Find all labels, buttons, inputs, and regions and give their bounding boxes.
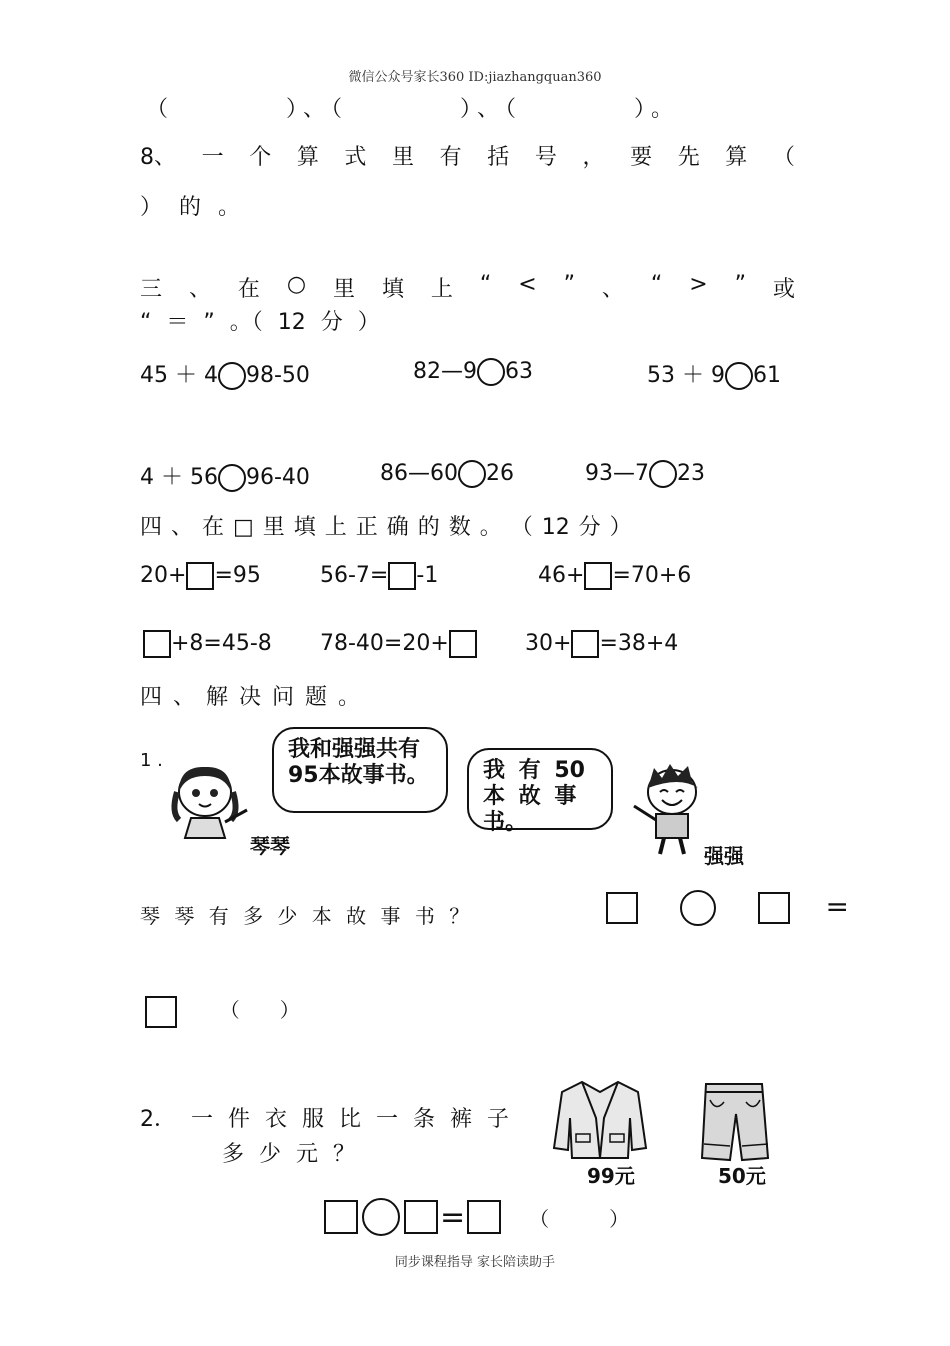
- page-header: 微信公众号家长360 ID:jiazhangquan360: [348, 70, 602, 85]
- glyph: 个: [249, 145, 272, 170]
- glyph: 算: [296, 145, 319, 170]
- answer-box[interactable]: [758, 892, 790, 924]
- problem1-number: 1 .: [140, 750, 163, 771]
- glyph: 或: [772, 277, 795, 302]
- glyph: 8、: [140, 145, 176, 170]
- glyph: 式: [344, 145, 367, 170]
- fill-item: 46+ =70+6: [538, 563, 692, 588]
- compare-item: 93—7 23: [585, 461, 705, 486]
- fill-item: 56-7= -1: [320, 563, 439, 588]
- fill-item: +8=45-8: [143, 630, 272, 658]
- glyph: “: [650, 272, 663, 297]
- glyph: ○: [286, 272, 307, 297]
- girl-speech-bubble: 我和强强共有95本故事书。: [272, 727, 448, 813]
- q7-blanks: （ ）、（ ）、（ ）。: [146, 97, 680, 122]
- shorts-illustration: [696, 1078, 776, 1164]
- fill-box[interactable]: [388, 562, 416, 590]
- fill-box[interactable]: [143, 630, 171, 658]
- glyph: （: [772, 145, 795, 170]
- unit-blank: （ ）: [219, 998, 300, 1022]
- fill-item: 78-40=20+: [320, 630, 477, 658]
- compare-circle[interactable]: [725, 362, 753, 390]
- fill-box[interactable]: [571, 630, 599, 658]
- compare-circle[interactable]: [477, 358, 505, 386]
- boy-name: 强强: [704, 844, 744, 868]
- glyph: 上: [430, 277, 453, 302]
- equals-sign: =: [825, 890, 849, 923]
- problem1-equation: [606, 890, 849, 926]
- operator-circle[interactable]: [680, 890, 716, 926]
- compare-circle[interactable]: [218, 362, 246, 390]
- boy-speech-bubble: 我 有 50 本 故 事 书。: [467, 748, 613, 830]
- answer-box[interactable]: [606, 892, 638, 924]
- unit-blank: （ ）: [529, 1206, 630, 1231]
- compare-item: 4 ＋ 56 96-40: [140, 465, 310, 490]
- glyph: 填: [381, 277, 404, 302]
- compare-circle[interactable]: [218, 464, 246, 492]
- glyph: 、: [188, 277, 211, 302]
- compare-circle[interactable]: [458, 460, 486, 488]
- q8-line1: [140, 140, 795, 171]
- problem1-result: [145, 994, 300, 1028]
- problem2-question-line1: 2． 一 件 衣 服 比 一 条 裤 子: [140, 1107, 509, 1132]
- glyph: <: [518, 272, 537, 297]
- girl-name: 琴琴: [250, 834, 290, 858]
- glyph: ，: [582, 145, 605, 170]
- answer-box[interactable]: [324, 1200, 358, 1234]
- sec5-title: 四 、 解 决 问 题 。: [140, 685, 360, 710]
- glyph: “: [479, 272, 492, 297]
- glyph: 有: [439, 145, 462, 170]
- problem2-question-line2: 多 少 元 ？: [222, 1142, 355, 1167]
- glyph: 括: [487, 145, 510, 170]
- fill-box[interactable]: [449, 630, 477, 658]
- glyph: 要: [630, 145, 653, 170]
- problem2-equation: [324, 1198, 629, 1236]
- jacket-price: 99元: [587, 1164, 635, 1188]
- glyph: 、: [601, 277, 624, 302]
- q8-line2: ） 的 。: [140, 195, 240, 220]
- equals-sign: =: [440, 1199, 466, 1235]
- glyph: 先: [677, 145, 700, 170]
- glyph: 里: [392, 145, 415, 170]
- answer-box[interactable]: [145, 996, 177, 1028]
- glyph: 号: [534, 145, 557, 170]
- answer-box[interactable]: [404, 1200, 438, 1234]
- fill-box[interactable]: [584, 562, 612, 590]
- glyph: 一: [201, 145, 224, 170]
- operator-circle[interactable]: [362, 1198, 400, 1236]
- compare-item: 82—9 63: [413, 359, 533, 384]
- shorts-price: 50元: [718, 1164, 766, 1188]
- compare-circle[interactable]: [649, 460, 677, 488]
- glyph: ”: [563, 272, 575, 297]
- glyph: ”: [734, 272, 746, 297]
- compare-item: 53 ＋ 9 61: [647, 363, 781, 388]
- glyph: 里: [333, 277, 356, 302]
- glyph: 在: [237, 277, 260, 302]
- fill-box[interactable]: [186, 562, 214, 590]
- compare-item: 86—60 26: [380, 461, 514, 486]
- sec3-line1: [140, 272, 795, 303]
- jacket-illustration: [552, 1078, 648, 1160]
- answer-box[interactable]: [467, 1200, 501, 1234]
- page-footer: 同步课程指导 家长陪读助手: [394, 1255, 556, 1270]
- glyph: >: [689, 272, 708, 297]
- fill-item: 20+ =95: [140, 563, 261, 588]
- fill-item: 30+ =38+4: [525, 631, 679, 656]
- glyph: 三: [140, 277, 163, 302]
- problem1-question: 琴 琴 有 多 少 本 故 事 书 ？: [140, 904, 470, 928]
- glyph: 算: [725, 145, 748, 170]
- compare-item: 45 ＋ 4 98-50: [140, 363, 310, 388]
- sec4-title: 四 、 在 □ 里 填 上 正 确 的 数 。 （ 12 分 ）: [140, 515, 632, 540]
- sec3-line2: “ ＝ ” 。（ 12 分 ）: [140, 310, 380, 335]
